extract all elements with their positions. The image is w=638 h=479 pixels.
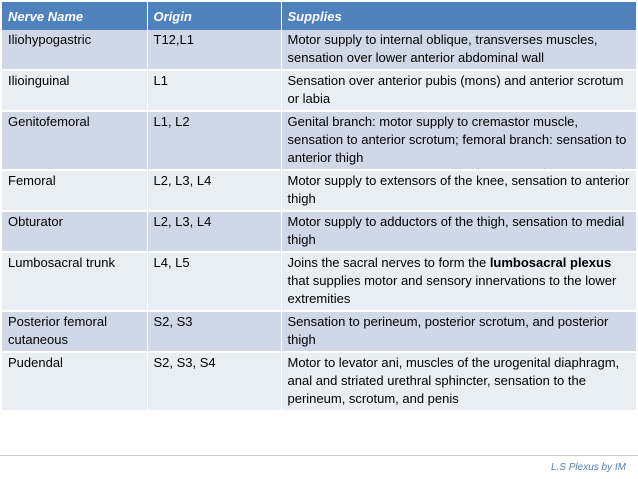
supplies-cell [281,252,636,311]
supplies-text: Motor to levator ani, muscles of the urogenital diaphragm, anal and striated urethral sphincter, sensation to the perineum, scrotum, and penis [287,355,620,406]
table-row [2,170,636,211]
supplies-text: Motor supply to adductors of the thigh, sensation to medial thigh [287,214,625,247]
header-nerve-name: Nerve Name [2,2,147,30]
origin-cell: S2, S3 [147,311,281,352]
supplies-cell [281,311,636,352]
supplies-cell [281,111,636,170]
nerve-name-cell: Pudendal [2,352,147,411]
supplies-cell [281,170,636,211]
origin-cell: L1 [147,70,281,111]
supplies-text: Genital branch: motor supply to cremastor muscle, sensation to anterior scrotum; femoral branch: sensation to anterior thigh [287,114,627,165]
header-origin: Origin [147,2,281,30]
table-row [2,70,636,111]
table-row [2,352,636,411]
nerve-name-cell: Lumbosacral trunk [2,252,147,311]
origin-cell: L1, L2 [147,111,281,170]
supplies-cell [281,70,636,111]
table-row [2,252,636,311]
nerve-name-cell: Posterior femoral cutaneous [2,311,147,352]
nerve-name-cell: Obturator [2,211,147,252]
table-row [2,211,636,252]
supplies-text: Motor supply to internal oblique, transverses muscles, sensation over lower anterior abdominal wall [287,32,598,65]
supplies-text: Sensation over anterior pubis (mons) and anterior scrotum or labia [287,73,624,106]
footer-credit: L.S Plexus by IM [550,462,626,473]
header-supplies: Supplies [281,2,636,30]
supplies-text: Sensation to perineum, posterior scrotum, and posterior thigh [287,314,609,347]
supplies-text: Motor supply to extensors of the knee, sensation to anterior thigh [287,173,630,206]
origin-cell: S2, S3, S4 [147,352,281,411]
nerve-table [2,2,637,412]
origin-cell: L4, L5 [147,252,281,311]
nerve-name-cell: Ilioinguinal [2,70,147,111]
supplies-text: that supplies motor and sensory innervations to the lower extremities [287,273,617,306]
nerve-name-cell: Iliohypogastric [2,30,147,70]
nerve-name-cell: Femoral [2,170,147,211]
supplies-cell [281,30,636,70]
supplies-cell [281,352,636,411]
table-row [2,311,636,352]
table-row [2,111,636,170]
origin-cell: L2, L3, L4 [147,170,281,211]
supplies-cell [281,211,636,252]
supplies-bold-term: lumbosacral plexus [489,255,612,270]
footer-divider [0,455,638,456]
supplies-text: Joins the sacral nerves to form the [287,255,490,270]
nerve-name-cell: Genitofemoral [2,111,147,170]
table-header-row [2,2,636,30]
table-row [2,30,636,70]
origin-cell: T12,L1 [147,30,281,70]
origin-cell: L2, L3, L4 [147,211,281,252]
